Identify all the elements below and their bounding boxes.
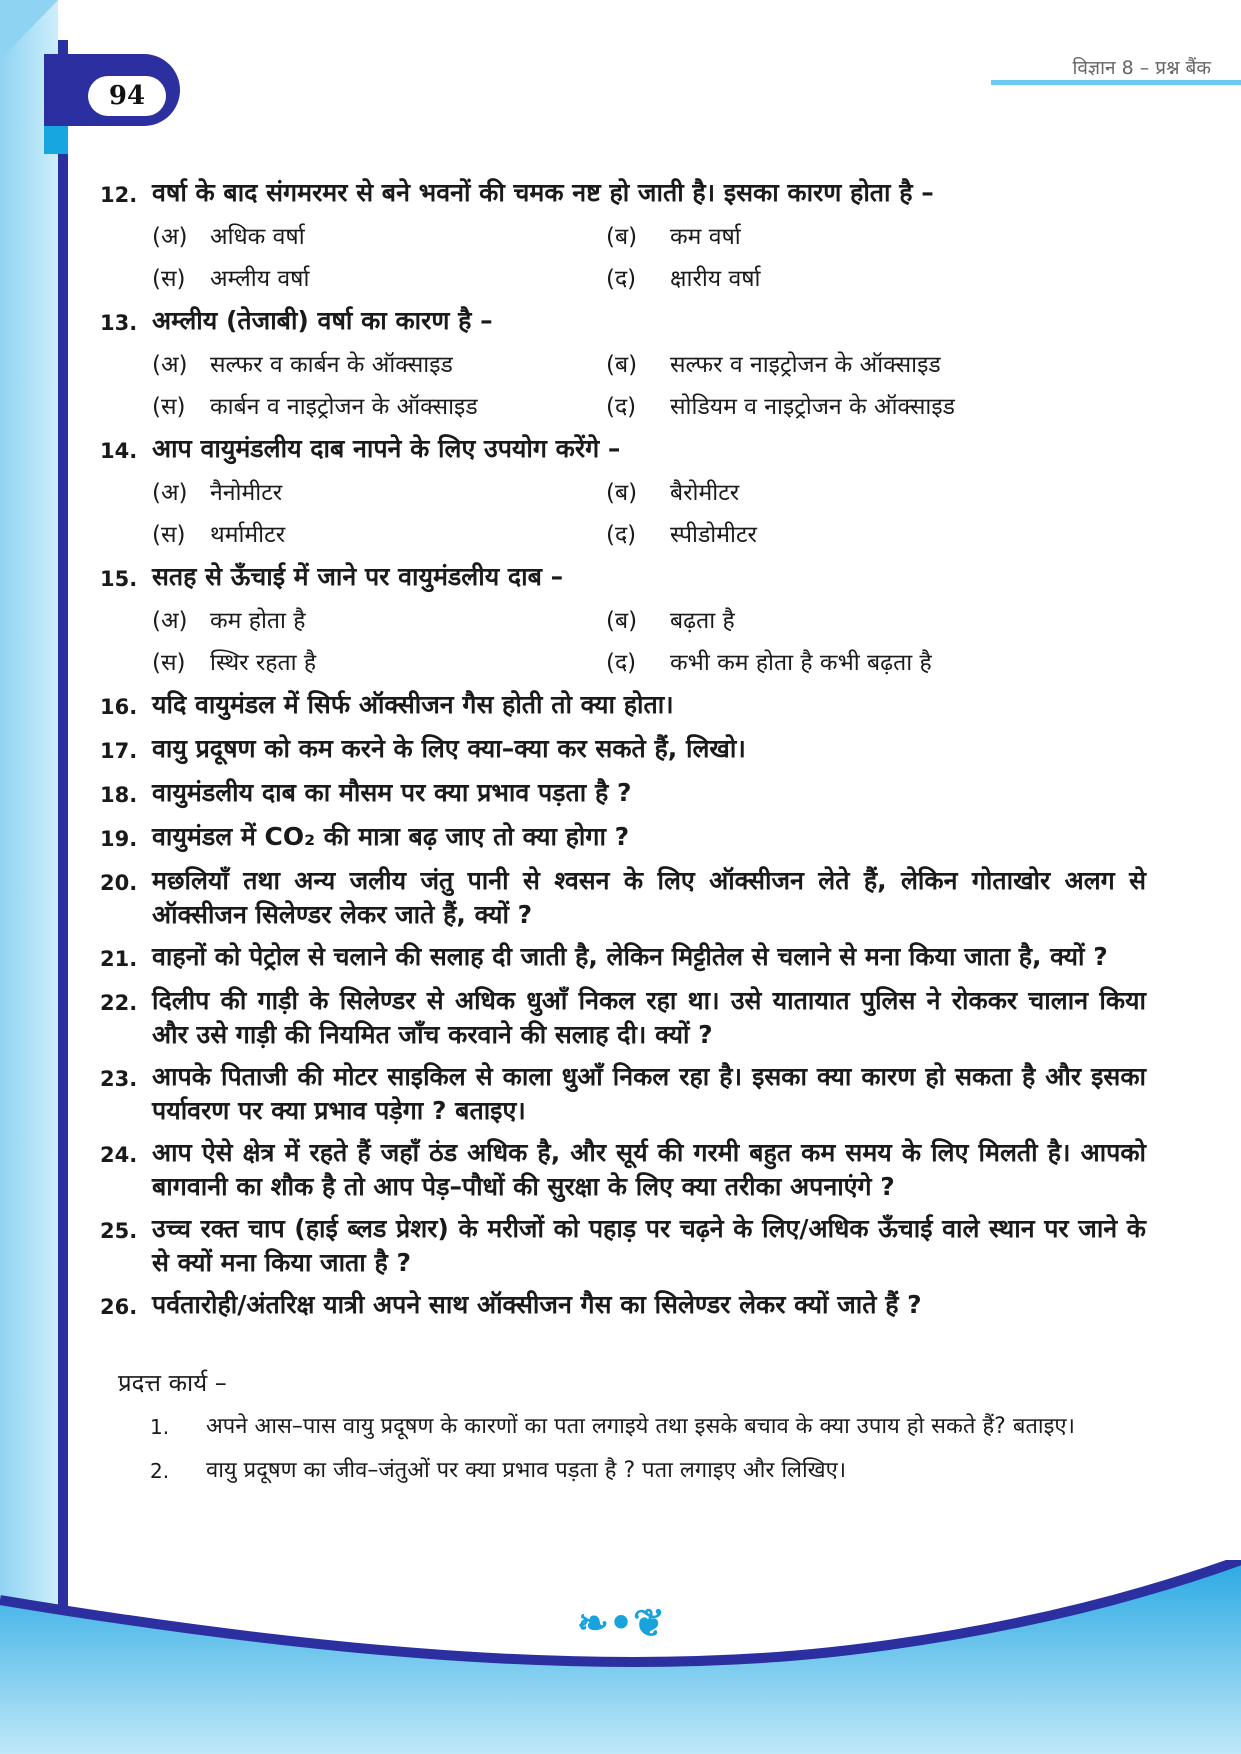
question-item — [100, 1136, 1146, 1204]
option-text: स्पीडोमीटर — [670, 522, 757, 548]
task-text: वायु प्रदूषण का जीव–जंतुओं पर क्या प्रभाव पड़ता है ? पता लगाइए और लिखिए। — [206, 1458, 847, 1483]
options-grid — [152, 220, 1146, 296]
question-item — [100, 940, 1146, 976]
question-number: 22. — [100, 991, 138, 1015]
option-label: (द) — [606, 522, 637, 548]
option-item — [152, 220, 606, 254]
option-item — [606, 262, 1146, 296]
book-title: विज्ञान 8 – प्रश्न बैंक — [1072, 57, 1211, 79]
option-label: (ब) — [606, 352, 638, 378]
question-text: वायुमंडल में CO₂ की मात्रा बढ़ जाए तो क्या होगा ? — [152, 822, 630, 851]
option-item — [606, 646, 1146, 680]
option-item — [606, 390, 1146, 424]
header-rule — [991, 80, 1241, 85]
question-number: 19. — [100, 827, 138, 851]
question-list — [100, 176, 1146, 1488]
option-label: (द) — [606, 394, 637, 420]
question-text: दिलीप की गाड़ी के सिलेण्डर से अधिक धुआँ निकल रहा था। उसे यातायात पुलिस ने रोककर चालान किया और उसे गाड़ी की नियमित जाँच करवाने की सलाह दी। क्यों ? — [152, 986, 1146, 1049]
question-item — [100, 688, 1146, 724]
option-item — [606, 476, 1146, 510]
question-item — [100, 1288, 1146, 1324]
question-text: आप वायुमंडलीय दाब नापने के लिए उपयोग करेंगे – — [152, 434, 621, 463]
assigned-task-heading: प्रदत्त कार्य – — [118, 1369, 227, 1397]
question-text: वाहनों को पेट्रोल से चलाने की सलाह दी जाती है, लेकिन मिट्टीतेल से चलाने से मना किया जाता है, क्यों ? — [152, 942, 1108, 971]
option-item — [152, 262, 606, 296]
page-number: 94 — [88, 76, 166, 116]
option-label: (स) — [152, 650, 186, 676]
option-text: कम वर्षा — [670, 224, 741, 250]
question-text: पर्वतारोही/अंतरिक्ष यात्री अपने साथ ऑक्सीजन गैस का सिलेण्डर लेकर क्यों जाते हैं ? — [152, 1290, 922, 1319]
left-margin-rule — [58, 40, 68, 1640]
question-text: मछलियाँ तथा अन्य जलीय जंतु पानी से श्वसन के लिए ऑक्सीजन लेते हैं, लेकिन गोताखोर अलग से ऑक्सीजन सिलेण्डर लेकर जाते हैं, क्यों ? — [152, 866, 1146, 929]
option-text: सल्फर व नाइट्रोजन के ऑक्साइड — [670, 352, 941, 378]
option-text: अम्लीय वर्षा — [210, 266, 310, 292]
question-text: वर्षा के बाद संगमरमर से बने भवनों की चमक नष्ट हो जाती है। इसका कारण होता है – — [152, 178, 934, 207]
question-item — [100, 864, 1146, 932]
question-text: वायु प्रदूषण को कम करने के लिए क्या–क्या कर सकते हैं, लिखो। — [152, 734, 746, 763]
question-number: 24. — [100, 1143, 138, 1167]
options-grid — [152, 476, 1146, 552]
question-number: 12. — [100, 183, 138, 207]
option-item — [152, 646, 606, 680]
option-text: थर्मामीटर — [210, 522, 286, 548]
question-item — [100, 560, 1146, 596]
question-number: 14. — [100, 439, 138, 463]
question-item — [100, 984, 1146, 1052]
option-text: सल्फर व कार्बन के ऑक्साइड — [210, 352, 453, 378]
question-item — [100, 732, 1146, 768]
task-text: अपने आस–पास वायु प्रदूषण के कारणों का पता लगाइये तथा इसके बचाव के क्या उपाय हो सकते हैं? बताइए। — [206, 1414, 1075, 1439]
question-text: आप ऐसे क्षेत्र में रहते हैं जहाँ ठंड अधिक है, और सूर्य की गरमी बहुत कम समय के लिए मिलती है। आपको बागवानी का शौक है तो आप पेड़–पौधों की सुरक्षा के लिए क्या तरीका अपनाएंगे ? — [152, 1138, 1146, 1201]
options-grid — [152, 604, 1146, 680]
option-item — [152, 476, 606, 510]
option-item — [152, 348, 606, 382]
option-text: बैरोमीटर — [670, 480, 740, 506]
question-item — [100, 1060, 1146, 1128]
task-number: 2. — [150, 1459, 170, 1483]
question-number: 25. — [100, 1219, 138, 1243]
option-text: अधिक वर्षा — [210, 224, 305, 250]
option-label: (ब) — [606, 608, 638, 634]
left-band-corner — [0, 0, 58, 60]
option-label: (अ) — [152, 608, 188, 634]
option-text: सोडियम व नाइट्रोजन के ऑक्साइड — [670, 394, 955, 420]
question-number: 21. — [100, 947, 138, 971]
option-text: कार्बन व नाइट्रोजन के ऑक्साइड — [210, 394, 478, 420]
question-text: सतह से ऊँचाई में जाने पर वायुमंडलीय दाब – — [152, 562, 564, 591]
question-number: 26. — [100, 1295, 138, 1319]
option-label: (अ) — [152, 352, 188, 378]
question-item — [100, 820, 1146, 856]
question-text: उच्च रक्त चाप (हाई ब्लड प्रेशर) के मरीजों को पहाड़ पर चढ़ने के लिए/अधिक ऊँचाई वाले स्थान पर जाने के से क्यों मना किया जाता है ? — [152, 1214, 1146, 1277]
question-item — [100, 432, 1146, 468]
question-text: वायुमंडलीय दाब का मौसम पर क्या प्रभाव पड़ता है ? — [152, 778, 632, 807]
option-text: क्षारीय वर्षा — [670, 266, 761, 292]
option-item — [606, 604, 1146, 638]
option-item — [606, 220, 1146, 254]
footer-wave — [0, 1560, 1241, 1754]
option-item — [606, 348, 1146, 382]
question-number: 20. — [100, 871, 138, 895]
left-decorative-band — [0, 0, 58, 1754]
option-label: (स) — [152, 522, 186, 548]
option-text: कम होता है — [210, 608, 306, 634]
question-text: यदि वायुमंडल में सिर्फ ऑक्सीजन गैस होती तो क्या होता। — [152, 690, 674, 719]
question-text: आपके पिताजी की मोटर साइकिल से काला धुआँ निकल रहा है। इसका क्या कारण हो सकता है और इसका पर्यावरण पर क्या प्रभाव पड़ेगा ? बताइए। — [152, 1062, 1146, 1125]
option-label: (द) — [606, 266, 637, 292]
option-label: (ब) — [606, 224, 638, 250]
question-number: 16. — [100, 695, 138, 719]
question-number: 17. — [100, 739, 138, 763]
question-item — [100, 1212, 1146, 1280]
option-label: (स) — [152, 266, 186, 292]
option-item — [152, 604, 606, 638]
option-label: (ब) — [606, 480, 638, 506]
option-label: (द) — [606, 650, 637, 676]
task-item — [150, 1454, 1146, 1488]
option-text: नैनोमीटर — [210, 480, 283, 506]
question-number: 13. — [100, 311, 138, 335]
question-item — [100, 176, 1146, 212]
option-text: कभी कम होता है कभी बढ़ता है — [670, 650, 932, 676]
option-item — [606, 518, 1146, 552]
task-item — [150, 1410, 1146, 1444]
question-number: 15. — [100, 567, 138, 591]
option-text: बढ़ता है — [670, 608, 735, 634]
question-item — [100, 304, 1146, 340]
question-text: अम्लीय (तेजाबी) वर्षा का कारण है – — [152, 306, 493, 335]
options-grid — [152, 348, 1146, 424]
decorative-ornament-icon: ❧•❦ — [577, 1600, 665, 1645]
option-item — [152, 518, 606, 552]
task-number: 1. — [150, 1415, 170, 1439]
option-text: स्थिर रहता है — [210, 650, 317, 676]
option-item — [152, 390, 606, 424]
option-label: (अ) — [152, 480, 188, 506]
option-label: (स) — [152, 394, 186, 420]
question-number: 18. — [100, 783, 138, 807]
question-number: 23. — [100, 1067, 138, 1091]
option-label: (अ) — [152, 224, 188, 250]
question-item — [100, 776, 1146, 812]
